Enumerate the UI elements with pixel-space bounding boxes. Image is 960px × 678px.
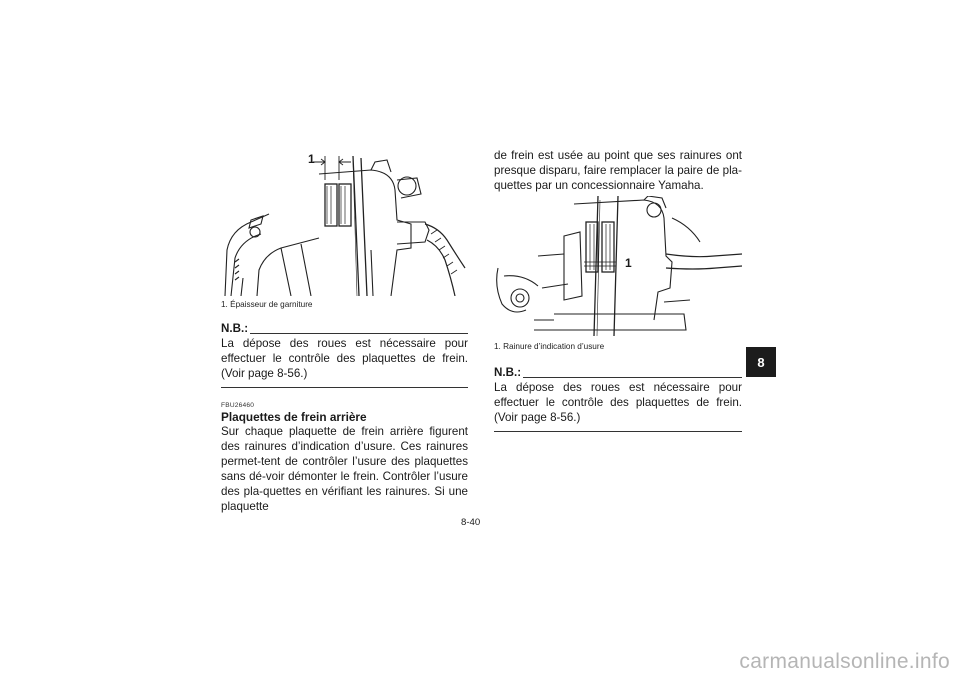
nb1-rule (250, 333, 468, 334)
nb2-end-rule (494, 431, 742, 432)
left-column (221, 322, 468, 514)
section-title: Plaquettes de frein arrière (221, 410, 367, 424)
nb1-header (221, 322, 468, 336)
figure1-label: 1 (308, 152, 315, 166)
watermark: carmanualsonline.info (739, 650, 950, 673)
continuation-text: de frein est usée au point que ses rainures ont presque disparu, faire remplacer la paire de pla-quettes par un concessionnaire Yamaha. (494, 149, 742, 192)
figure-rear-brake-pad (494, 196, 742, 336)
nb1-text: La dépose des roues est nécessaire pour effectuer le contrôle des plaquettes de frein. (Voir page 8-56.) (221, 337, 468, 380)
chapter-tab: 8 (746, 347, 776, 377)
figure-front-brake-pad (221, 150, 468, 296)
page-number: 8-40 (461, 517, 481, 528)
rear-caliper-illustration (494, 196, 742, 336)
nb2-text: La dépose des roues est nécessaire pour effectuer le contrôle des plaquettes de frein. (Voir page 8-56.) (494, 381, 742, 424)
section-body: Sur chaque plaquette de frein arrière figurent des rainures d’indication d’usure. Ces rainures permet-tent de contrôler l’usure des plaquettes sans dé-voir démonter le frein. Contrôler l’usure des pla-quettes en vérifiant les rainures. Si une plaquette (221, 425, 468, 513)
nb2-header (494, 366, 742, 380)
section-code: FBU26460 (221, 402, 255, 409)
nb1-end-rule (221, 387, 468, 388)
nb2-heading: N.B.: (494, 366, 522, 379)
rear-pad-right (602, 222, 614, 272)
figure2-label: 1 (625, 256, 632, 270)
nb1-heading: N.B.: (221, 322, 249, 335)
figure1-caption: 1. Épaisseur de garniture (221, 300, 313, 309)
front-caliper-illustration (221, 150, 468, 296)
nb2-rule (523, 377, 742, 378)
figure2-caption: 1. Rainure d’indication d’usure (494, 342, 605, 351)
nb2-block (494, 366, 742, 432)
